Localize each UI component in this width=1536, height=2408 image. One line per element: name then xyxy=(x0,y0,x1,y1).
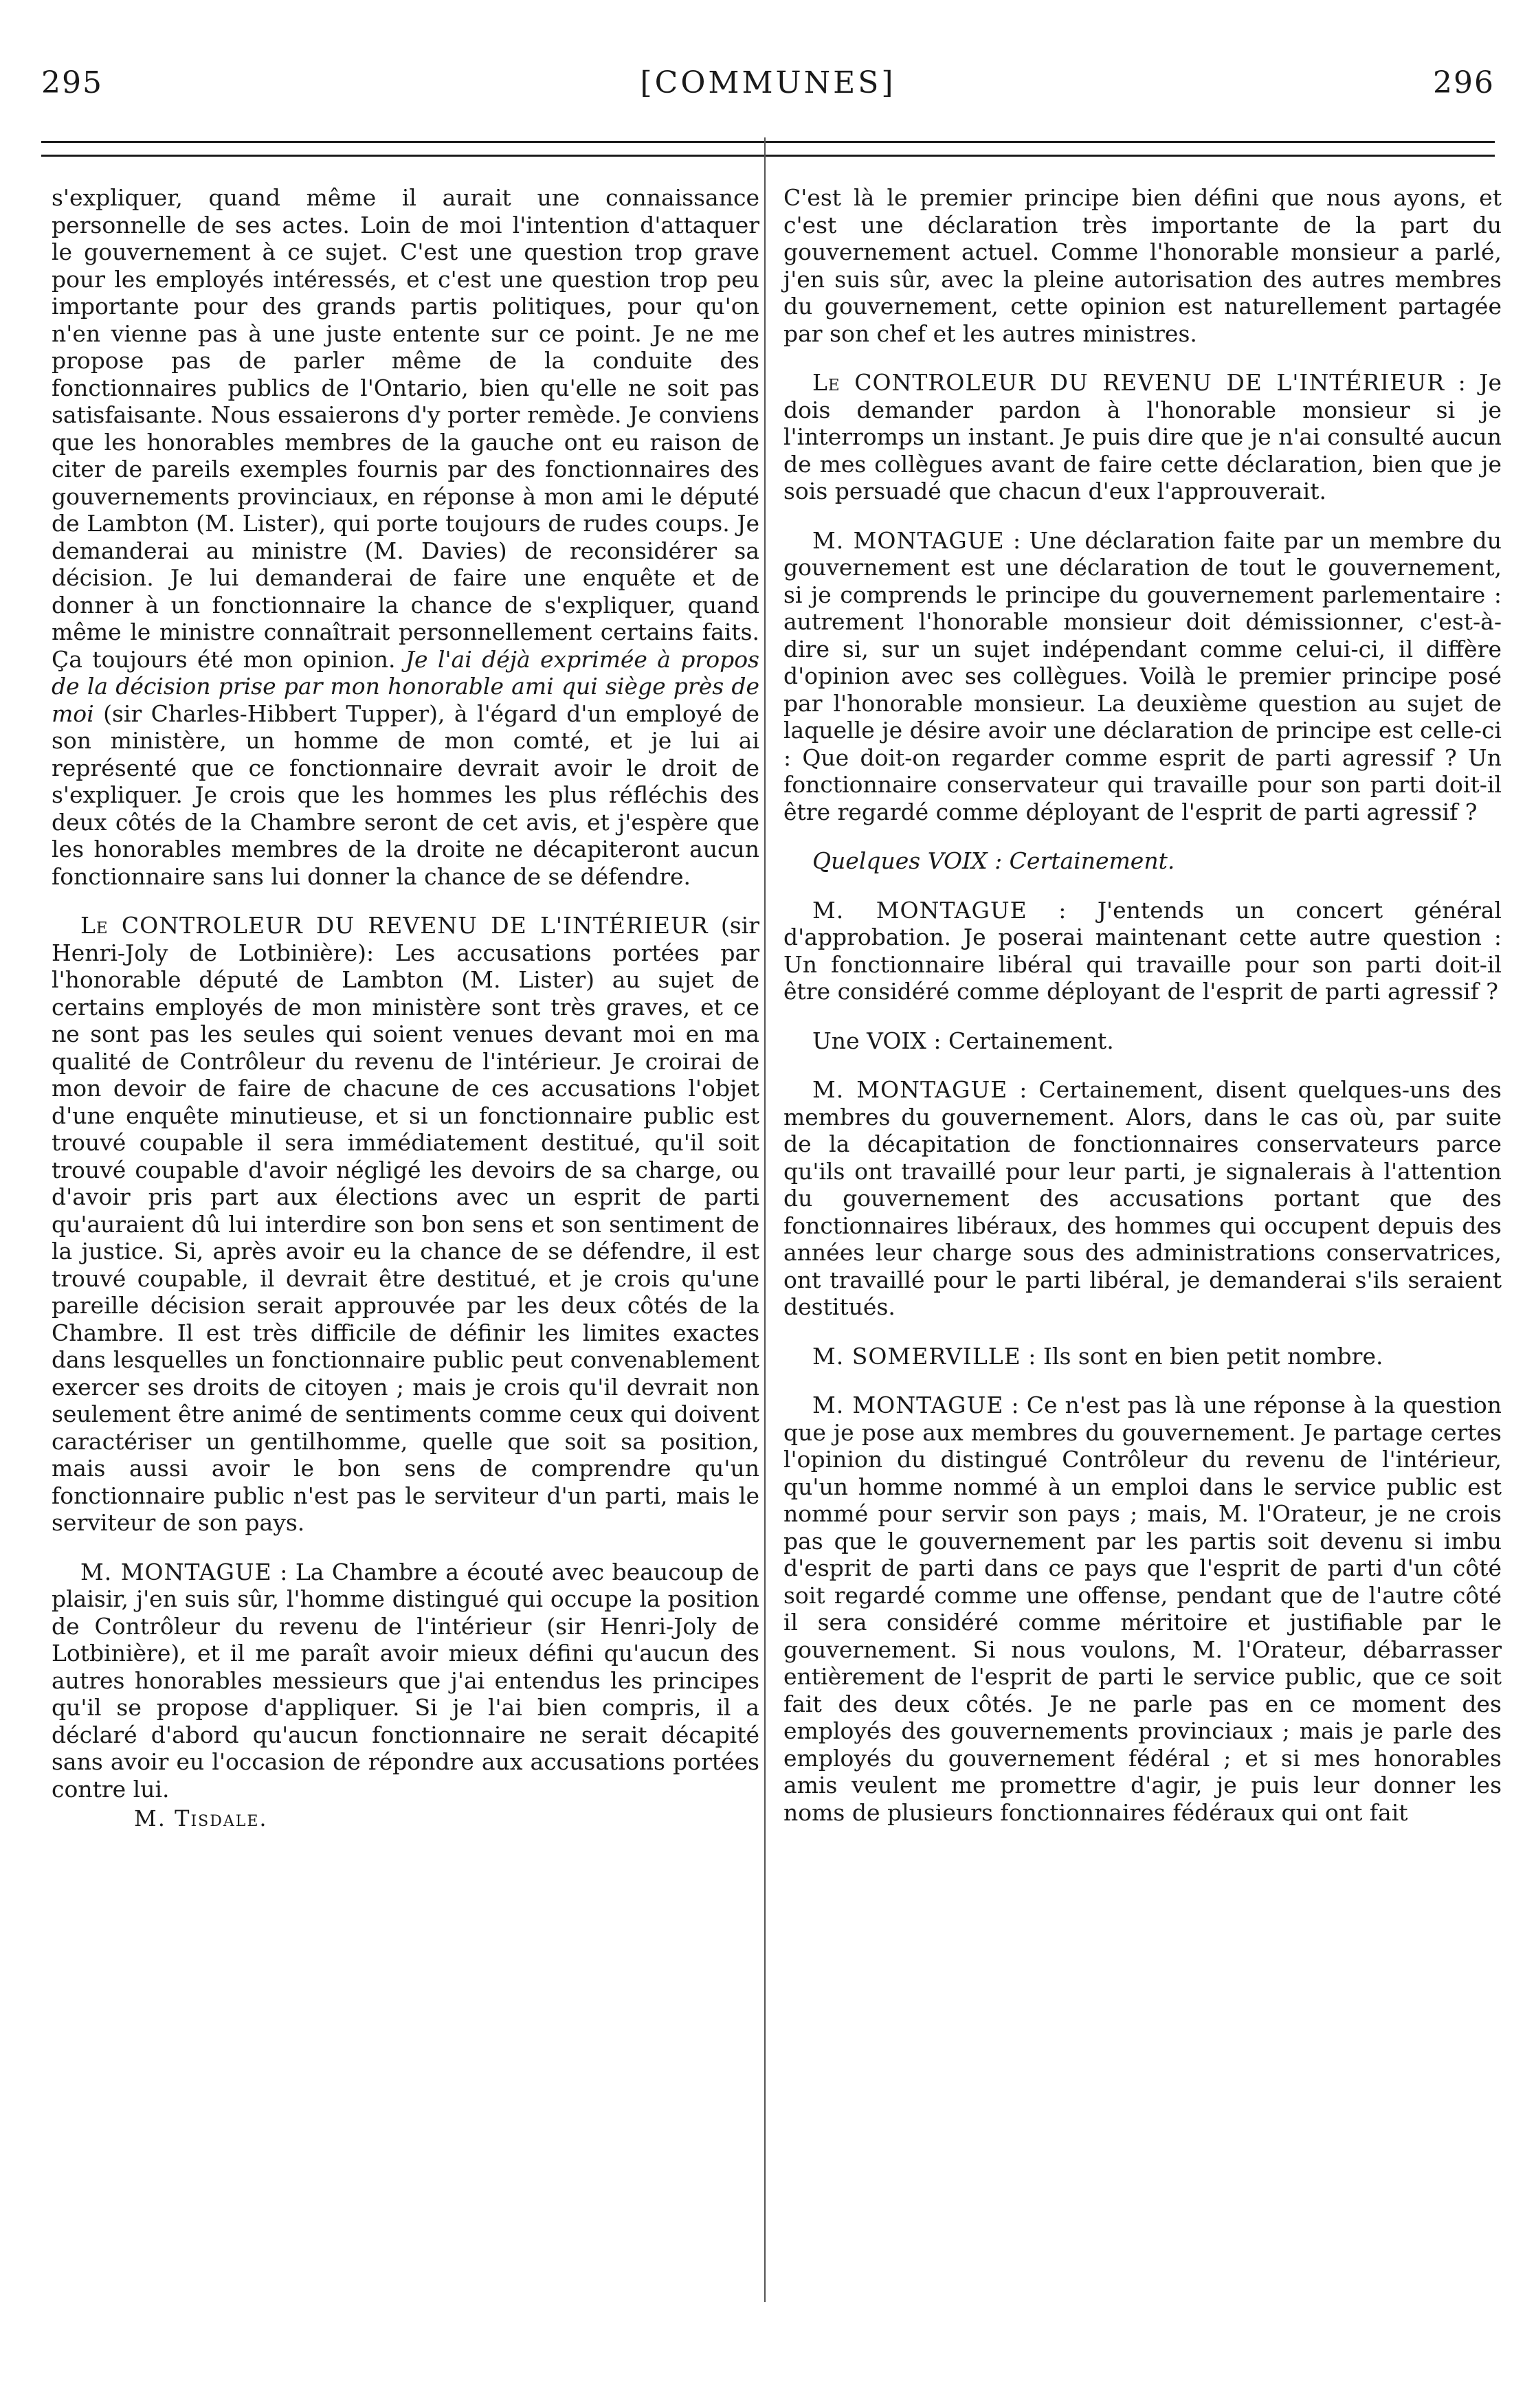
paragraph-text: : Ce n'est pas là une réponse à la question que je pose aux membres du gouvernement. Je partage certes l'opinion du distingué Contrôleur du revenu de l'intérieur, qu'un homme nommé à un emploi dans le service public est nommé pour servir son pays ; mais, M. l'Orateur, je ne crois pas que le gouvernement par les partis soit devenu si imbu d'esprit de parti dans ce pays que l'esprit de parti d'un côté soit regardé comme une offense, pendant que de l'autre côté il sera considéré comme méritoire et justifiable par le gouvernement. Si nous voulons, M. l'Orateur, débarrasser entièrement de l'esprit de parti le service public, que ce soit fait des deux côtés. Je ne parle pas en ce moment des employés des gouvernements provinciaux ; mais je parle des employés du gouvernement fédéral ; et si mes honorables amis veulent me promettre d'agir, je puis leur donner les noms de plusieurs fonctionnaires fédéraux qui ont fait xyxy=(783,1392,1502,1826)
paragraph xyxy=(783,527,1502,826)
speaker-name: M. SOMERVILLE xyxy=(812,1342,1021,1370)
page-number-right: 296 xyxy=(1433,65,1495,100)
paragraph-text: : Ils sont en bien petit nombre. xyxy=(1028,1342,1383,1370)
speaker-name: Le CONTROLEUR DU REVENU DE L'INTÉRIEUR xyxy=(812,369,1445,396)
paragraph xyxy=(783,1027,1502,1055)
paragraph xyxy=(783,847,1502,875)
paragraph-italic-text: Je l'ai déjà exprimée à propos de la décision prise par mon honorable ami qui siège près de moi xyxy=(52,645,759,727)
paragraph-text: : Certainement, disent quelques-uns des membres du gouvernement. Alors, dans le cas où, par suite de la décapitation de fonctionnaires conservateurs parce qu'ils ont travaillé pour leur parti, je signalerais à l'attention du gouvernement des accusations portant que des fonctionnaires libéraux, des hommes qui occupent depuis des années leur charge sous des administrations conservatrices, ont travaillé pour le parti libéral, je demanderai s'ils seraient destitués. xyxy=(783,1076,1502,1320)
speaker-name: M. MONTAGUE xyxy=(812,896,1027,924)
paragraph-text: : Je dois demander pardon à l'honorable monsieur si je l'interromps un instant. Je puis dire que je n'ai consulté aucun de mes collègues avant de faire cette déclaration, bien que je sois persuadé que chacun d'eux l'approuverait. xyxy=(783,369,1502,504)
header-rule-top xyxy=(41,141,1495,143)
paragraph-text: (sir Henri-Joly de Lotbinière): Les accusations portées par l'honorable député de Lambton (M. Lister) au sujet de certains employés de mon ministère sont très graves, et ce ne sont pas les seules qui soient venues devant moi en ma qualité de Contrôleur du revenu de l'intérieur. Je croirai de mon devoir de faire de chacune de ces accusations l'objet d'une enquête minutieuse, et si un fonctionnaire public est trouvé coupable il sera immédiatement destitué, qu'il soit trouvé coupable d'avoir négligé les devoirs de sa charge, ou d'avoir pris part aux élections avec un esprit de parti qu'auraient dû lui interdire son bon sens et son sentiment de la justice. Si, après avoir eu la chance de se défendre, il est trouvé coupable, il devrait être destitué, et je crois qu'une pareille décision serait approuvée par les deux côtés de la Chambre. Il est très difficile de définir les limites exactes dans lesquelles un fonctionnaire public peut convenablement exercer ses droits de citoyen ; mais je crois qu'il devrait non seulement être animé de sentiments comme ceux qui doivent caractériser un gentilhomme, quelle que soit sa position, mais aussi avoir le bon sens de comprendre qu'un fonctionnaire public n'est pas le serviteur d'un parti, mais le serviteur de son pays. xyxy=(52,912,759,1536)
paragraph-text: : J'entends un concert général d'approbation. Je poserai maintenant cette autre question : Un fonctionnaire libéral qui travaille pour son parti doit-il être considéré comme déployant de l'esprit de parti agressif ? xyxy=(783,896,1502,1005)
right-column xyxy=(783,184,1502,1848)
paragraph-text: C'est là le premier principe bien défini que nous ayons, et c'est une déclaration très importante de la part du gouvernement actuel. Comme l'honorable monsieur a parlé, j'en suis sûr, avec la pleine autorisation des autres membres du gouvernement, cette opinion est naturellement partagée par son chef et les autres ministres. xyxy=(783,184,1502,347)
paragraph xyxy=(52,912,759,1537)
paragraph-text: : Certainement. xyxy=(994,847,1175,874)
paragraph xyxy=(783,1076,1502,1321)
paragraph-text: : La Chambre a écouté avec beaucoup de plaisir, j'en suis sûr, l'homme distingué qui occupe la position de Contrôleur du revenu de l'intérieur (sir Henri-Joly de Lotbinière), et il me paraît avoir mieux défini qu'aucun des autres honorables messieurs que j'ai entendus les principes qu'il se propose d'appliquer. Si je l'ai bien compris, il a déclaré d'abord qu'aucun fonctionnaire ne serait décapité sans avoir eu l'occasion de répondre aux accusations portées contre lui. xyxy=(52,1558,759,1803)
speaker-name: M. MONTAGUE xyxy=(80,1558,272,1585)
header-rule-bottom xyxy=(41,155,1495,157)
speaker-name: Une VOIX xyxy=(812,1027,926,1054)
speaker-name: M. MONTAGUE xyxy=(812,1076,1008,1103)
speaker-name: Le CONTROLEUR DU REVENU DE L'INTÉRIEUR xyxy=(80,912,709,939)
page-title: [COMMUNES] xyxy=(640,65,896,100)
speaker-name: Quelques VOIX xyxy=(812,847,988,874)
paragraph xyxy=(783,897,1502,1005)
column-divider xyxy=(764,137,766,2302)
paragraph xyxy=(52,1559,759,1803)
page-header xyxy=(41,65,1495,113)
paragraph-text: : Certainement. xyxy=(933,1027,1114,1054)
paragraph xyxy=(783,184,1502,347)
paragraph-text: s'expliquer, quand même il aurait une connaissance personnelle de ses actes. Loin de moi l'intention d'attaquer le gouvernement à ce sujet. C'est une question trop grave pour les employés intéressés, et c'est une question trop peu importante pour des grands partis politiques, pour qu'on n'en vienne pas à une juste entente sur ce point. Je ne me propose pas de parler même de la conduite des fonctionnaires publics de l'Ontario, bien qu'elle ne soit pas satisfaisante. Nous essaierons d'y porter remède. Je conviens que les honorables membres de la gauche ont eu raison de citer de pareils exemples fournis par des fonctionnaires des gouvernements provinciaux, en réponse à mon ami le député de Lambton (M. Lister), qui porte toujours de rudes coups. Je demanderai au ministre (M. Davies) de reconsidérer sa décision. Je lui demanderai de faire une enquête et de donner à un fonctionnaire la chance de s'expliquer, quand même le ministre connaîtrait personnellement certains faits. Ça toujours été mon opinion. xyxy=(52,184,759,673)
left-column xyxy=(52,184,759,1833)
paragraph-text: (sir Charles-Hibbert Tupper), à l'égard d'un employé de son ministère, un homme de mon comté, et je lui ai représenté que ce fonctionnaire devrait avoir le droit de s'expliquer. Je crois que les hommes les plus réfléchis des deux côtés de la Chambre seront de cet avis, et j'espère que les honorables membres de la droite ne décapiteront aucun fonctionnaire sans lui donner la chance de se défendre. xyxy=(52,700,759,890)
paragraph xyxy=(52,184,759,890)
paragraph xyxy=(783,1392,1502,1826)
paragraph xyxy=(783,369,1502,505)
page-number-left: 295 xyxy=(41,65,103,100)
speaker-name: M. MONTAGUE xyxy=(812,526,1005,554)
speaker-name: M. MONTAGUE xyxy=(812,1392,1004,1418)
paragraph xyxy=(783,1343,1502,1370)
footer-speaker-name: M. Tisdale. xyxy=(134,1805,268,1831)
paragraph-text: : Une déclaration faite par un membre du gouvernement est une déclaration de tout le gouvernement, si je comprends le principe du gouvernement parlementaire : autrement l'honorable monsieur doit démissionner, c'est-à-dire si, sur un sujet indépendant comme celui-ci, il diffère d'opinion avec ses collègues. Voilà le premier principe posé par l'honorable monsieur. La deuxième question au sujet de laquelle je désire avoir une déclaration de principe est celle-ci : Que doit-on regarder comme esprit de parti agressif ? Un fonctionnaire conservateur qui travaille pour son parti doit-il être regardé comme déployant de l'esprit de parti agressif ? xyxy=(783,526,1502,825)
